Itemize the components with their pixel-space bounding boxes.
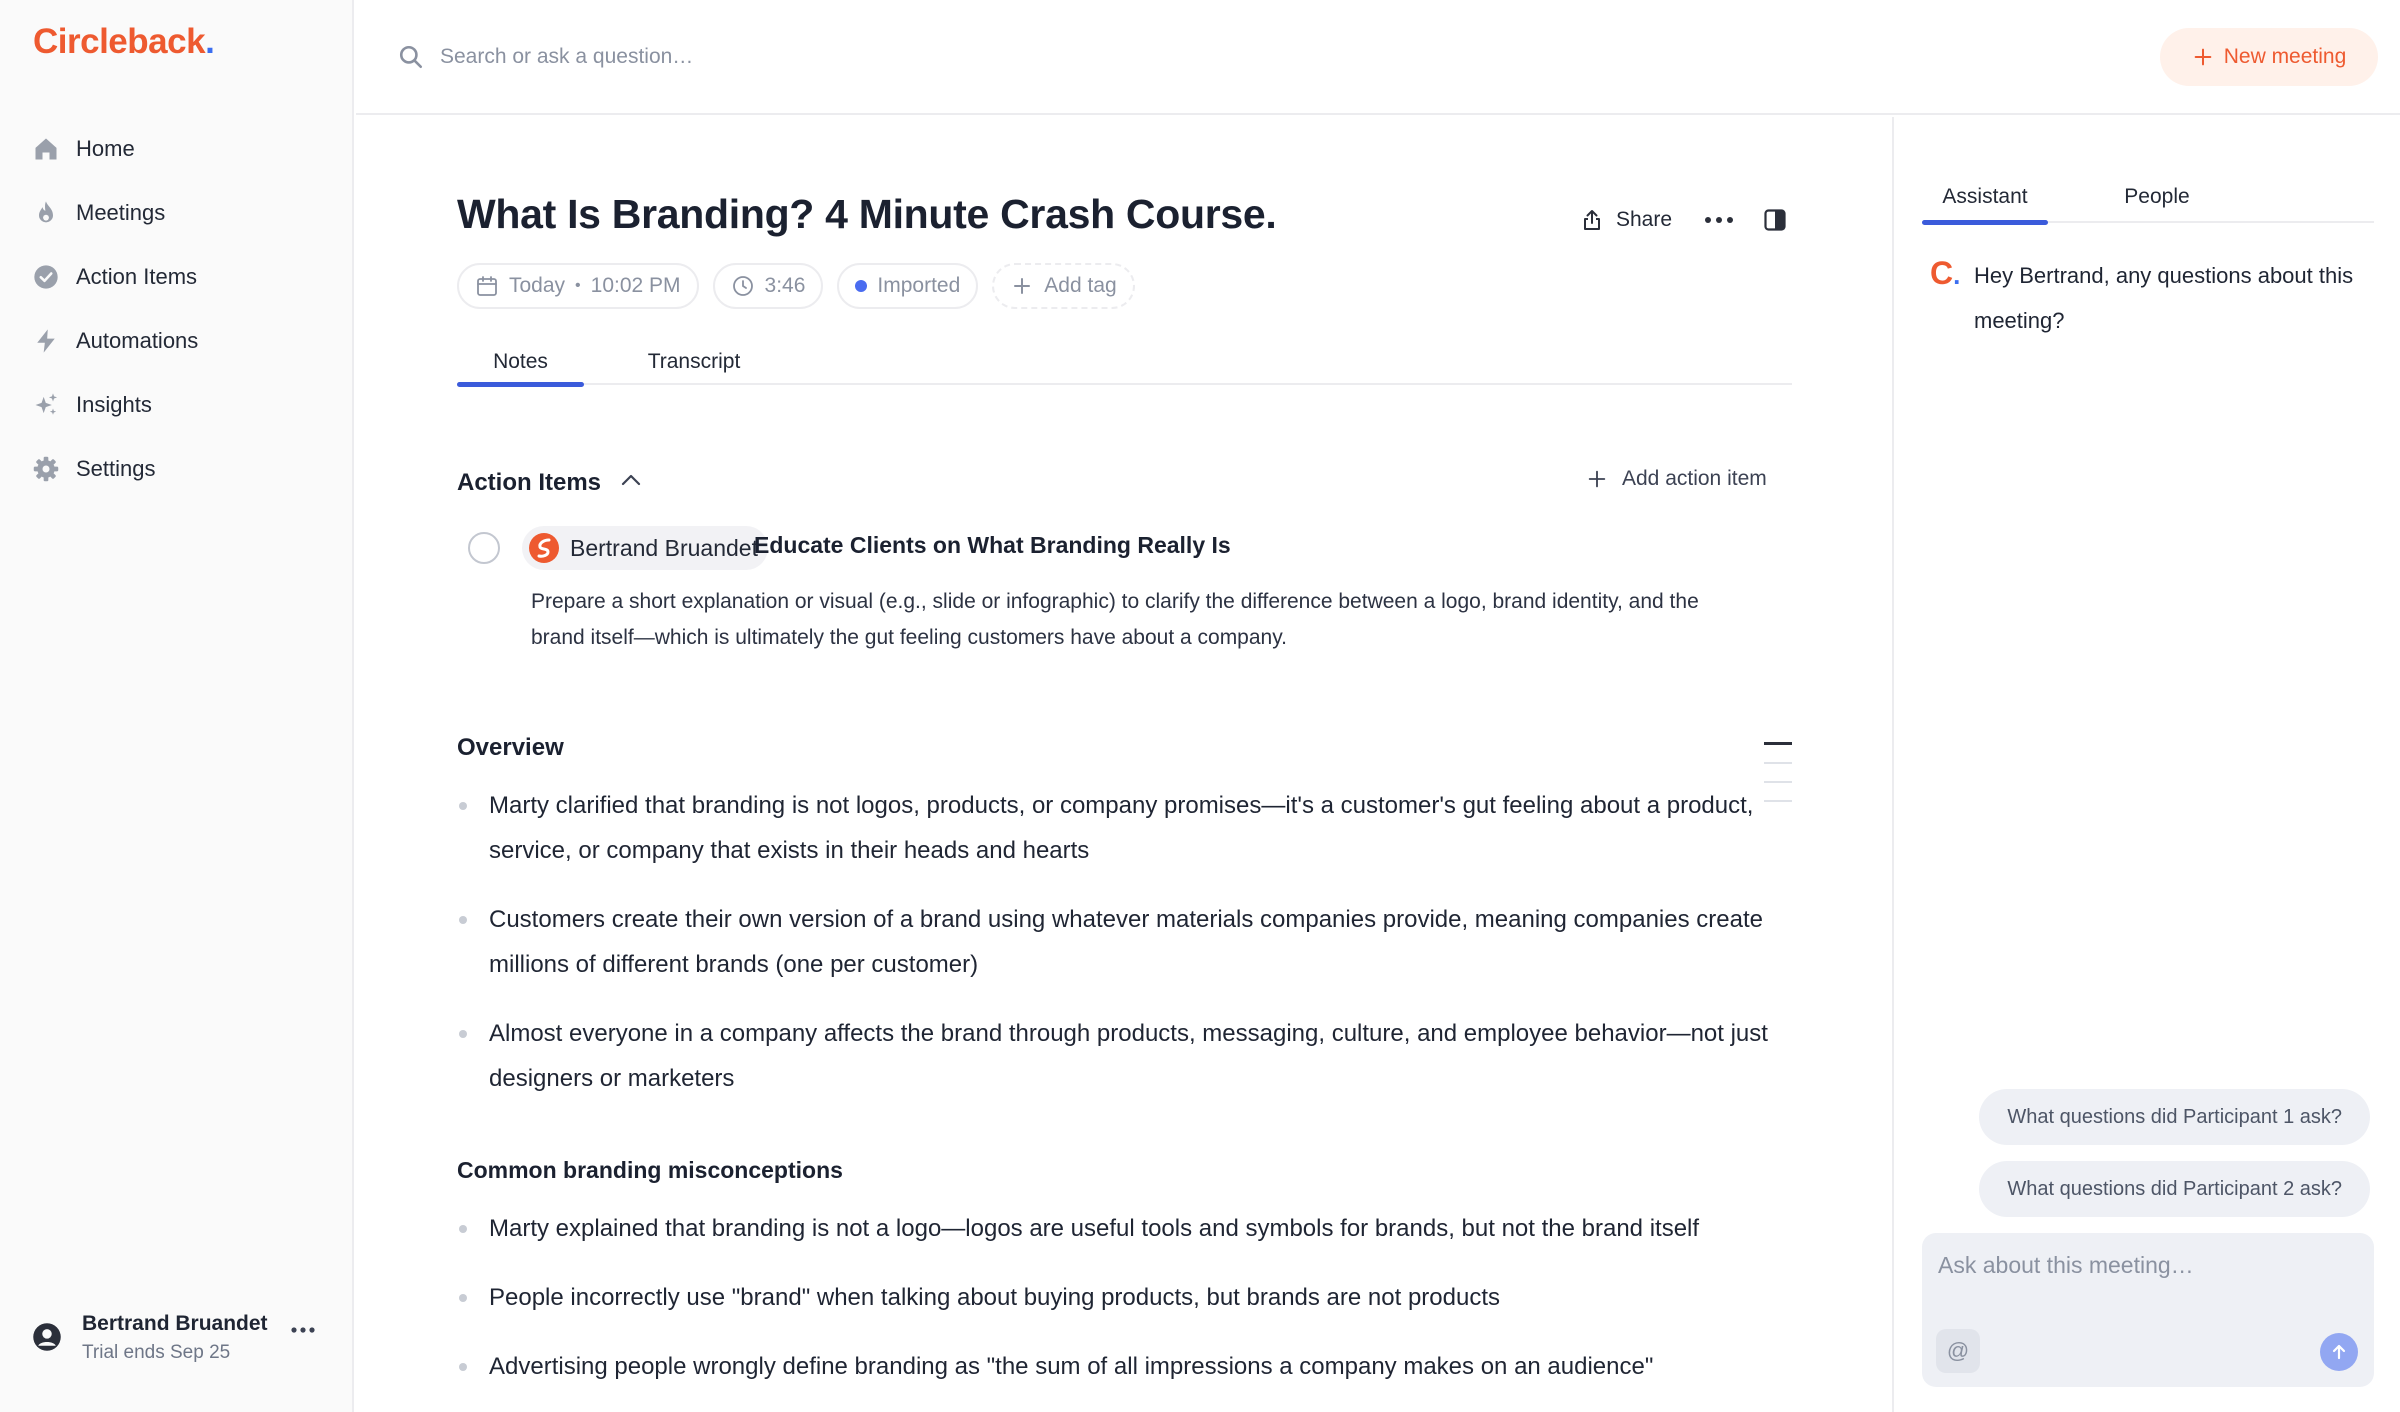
add-tag-button[interactable]	[992, 263, 1134, 309]
user-name: Bertrand Bruandet	[82, 1312, 268, 1335]
plus-icon	[2192, 46, 2214, 68]
sidebar-item-settings[interactable]	[30, 449, 156, 489]
sidebar-item-label: Action Items	[76, 264, 198, 289]
duration-chip	[713, 263, 824, 309]
date-chip[interactable]	[457, 263, 699, 309]
assistant-greeting: Hey Bertrand, any questions about this meeting?	[1974, 263, 2354, 333]
clock-icon	[731, 274, 755, 298]
status-chip	[837, 263, 978, 309]
plus-icon	[1586, 468, 1608, 490]
add-tag-label: Add tag	[1044, 274, 1117, 297]
chat-composer	[1922, 1233, 2374, 1387]
meeting-meta	[457, 263, 1135, 309]
list-item: Customers create their own version of a brand using whatever materials companies provide, meaning companies create millions of different brands (one per customer)	[457, 897, 1797, 987]
meeting-notes	[356, 117, 1892, 1412]
assignee-chip[interactable]	[522, 526, 768, 570]
action-item-title[interactable]: Educate Clients on What Branding Really Is	[754, 532, 1231, 558]
assistant-panel	[1892, 117, 2400, 1412]
sidebar-item-label: Settings	[76, 456, 156, 481]
action-item-checkbox[interactable]	[468, 532, 500, 564]
plus-icon	[1010, 274, 1034, 298]
share-label: Share	[1616, 208, 1673, 231]
search-input[interactable]	[438, 36, 1038, 78]
assignee-avatar-icon	[528, 532, 560, 564]
app-logo[interactable]: Circleback.	[33, 22, 215, 61]
top-bar	[356, 0, 2400, 115]
suggestion-button[interactable]: What questions did Participant 1 ask?	[1979, 1089, 2370, 1145]
meeting-title[interactable]: What Is Branding? 4 Minute Crash Course.	[457, 191, 1277, 237]
home-icon	[30, 133, 62, 165]
mention-button[interactable]: @	[1936, 1329, 1980, 1373]
new-meeting-button[interactable]	[2160, 28, 2378, 86]
notes-tabs	[457, 341, 1792, 385]
share-button[interactable]	[1580, 208, 1672, 232]
sidebar	[0, 0, 354, 1412]
minimap-line	[1764, 742, 1792, 745]
check-circle-icon	[30, 261, 62, 293]
tab-notes[interactable]: Notes	[457, 341, 584, 383]
add-action-item-label: Add action item	[1622, 467, 1767, 490]
meeting-date: Today	[509, 274, 566, 297]
list-item: Advertising people wrongly define branding as "the sum of all impressions a company makes on an audience"	[457, 1344, 1797, 1389]
assistant-tabs	[1922, 173, 2374, 223]
calendar-icon	[475, 274, 499, 298]
meeting-time: 10:02 PM	[590, 274, 681, 297]
sidebar-item-label: Meetings	[76, 200, 166, 225]
sidebar-item-label: Automations	[76, 328, 199, 353]
user-more-icon[interactable]	[290, 1326, 316, 1334]
list-item: Marty clarified that branding is not logos, products, or company promises—it's a customer's gut feeling about a product, service, or company that exists in their heads and hearts	[457, 783, 1797, 873]
sidebar-item-home[interactable]	[30, 129, 135, 169]
add-action-item-button[interactable]	[1586, 467, 1767, 491]
status-dot	[855, 280, 867, 292]
search-icon	[398, 44, 424, 70]
meeting-actions	[1580, 197, 1786, 243]
sparkles-icon	[30, 389, 62, 421]
flame-icon	[30, 197, 62, 229]
send-button[interactable]	[2320, 1333, 2358, 1371]
overview-list	[457, 783, 1797, 1125]
action-item	[468, 532, 1768, 652]
chevron-up-icon[interactable]	[620, 473, 642, 487]
overview-heading: Overview	[457, 734, 564, 761]
chat-input[interactable]	[1936, 1245, 2356, 1285]
misconceptions-heading: Common branding misconceptions	[457, 1157, 843, 1183]
meeting-status: Imported	[877, 274, 961, 297]
share-icon	[1580, 208, 1604, 232]
list-item: Almost everyone in a company affects the brand through products, messaging, culture, and employee behavior—not just designers or marketers	[457, 1011, 1797, 1101]
assistant-avatar: C.	[1930, 255, 1961, 291]
meeting-duration: 3:46	[764, 274, 806, 297]
action-item-description: Prepare a short explanation or visual (e.g., slide or infographic) to clarify the difference between a logo, brand identity, and the brand itself—which is ultimately the gut feeling customers have about a company.	[531, 590, 1699, 649]
list-item: Marty explained that branding is not a logo—logos are useful tools and symbols for brands, but not the brand itself	[457, 1206, 1797, 1251]
user-avatar-icon	[32, 1322, 62, 1352]
sidebar-item-label: Home	[76, 136, 135, 161]
tab-people[interactable]: People	[2124, 185, 2190, 208]
assignee-name: Bertrand Bruandet	[570, 534, 758, 561]
tab-assistant[interactable]: Assistant	[1922, 173, 2048, 221]
lightning-icon	[30, 325, 62, 357]
arrow-up-icon	[2329, 1342, 2349, 1362]
list-item: People incorrectly use "brand" when talking about buying products, but brands are not products	[457, 1275, 1797, 1320]
sidebar-item-insights[interactable]	[30, 385, 152, 425]
gear-icon	[30, 453, 62, 485]
sidebar-item-meetings[interactable]	[30, 193, 165, 233]
sidebar-item-label: Insights	[76, 392, 152, 417]
trial-status: Trial ends Sep 25	[82, 1342, 231, 1363]
sidebar-item-action-items[interactable]	[30, 257, 197, 297]
more-options-icon[interactable]	[1704, 216, 1734, 224]
toggle-panel-icon[interactable]	[1764, 209, 1786, 231]
misconceptions-list	[457, 1206, 1797, 1412]
separator-dot: •	[575, 277, 581, 294]
user-account[interactable]	[32, 1308, 332, 1368]
tab-transcript[interactable]: Transcript	[647, 350, 741, 373]
sidebar-item-automations[interactable]	[30, 321, 198, 361]
new-meeting-label: New meeting	[2223, 45, 2347, 68]
suggestion-button[interactable]: What questions did Participant 2 ask?	[1979, 1161, 2370, 1217]
action-items-heading: Action Items	[457, 469, 602, 496]
minimap-line	[1764, 762, 1792, 764]
